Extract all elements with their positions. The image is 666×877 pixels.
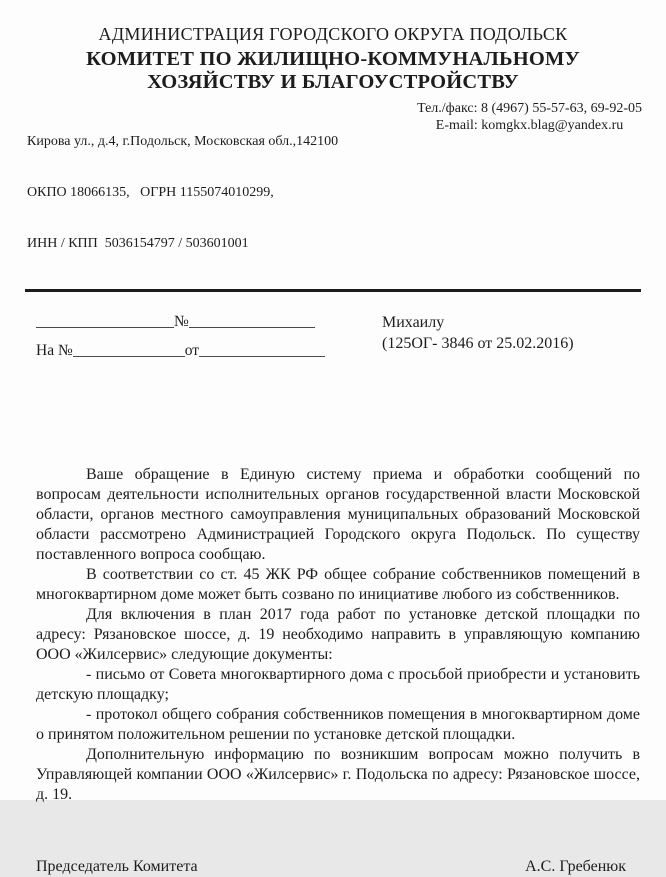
- incoming-reference: (125ОГ- 3846 от 25.02.2016): [382, 335, 574, 352]
- paragraph-5-list-item: - протокол общего собрания собственников помещения в многоквартирном доме о принятом положительном решении по установке детской площадки.: [36, 706, 640, 743]
- incoming-number-row: [36, 341, 348, 361]
- committee-name-line1: КОМИТЕТ ПО ЖИЛИЩНО-КОММУНАЛЬНОМУ: [86, 48, 580, 70]
- committee-name: [0, 48, 666, 94]
- email-line: E-mail: komgkx.blag@yandex.ru: [435, 118, 624, 133]
- incoming-number-blank-line: [73, 343, 185, 357]
- number-sign: №: [174, 313, 189, 330]
- reference-block: [0, 292, 666, 361]
- paragraph-2: В соответствии со ст. 45 ЖК РФ общее собрание собственников помещений в многоквартирном доме может быть созвано по инициативе любого из собственников.: [36, 566, 640, 603]
- administration-name: АДМИНИСТРАЦИЯ ГОРОДСКОГО ОКРУГА ПОДОЛЬСК: [98, 24, 568, 44]
- address-line: Кирова ул., д.4, г.Подольск, Московская обл.,142100: [27, 134, 339, 149]
- outgoing-number-row: [36, 312, 348, 332]
- requisites: [0, 94, 666, 286]
- recipient-block: [348, 312, 574, 354]
- paragraph-1: Ваше обращение в Единую систему приема и обработки сообщений по вопросам деятельности исполнительных органов государственной власти Московской области, органов местного самоуправления муниципальных образований Московской области рассмотрено Администрацией Городского округа Подольск. По существу поставленного вопроса сообщаю.: [36, 466, 640, 563]
- committee-name-line2: ХОЗЯЙСТВУ И БЛАГОУСТРОЙСТВУ: [147, 71, 519, 93]
- signature-block: [0, 805, 666, 877]
- address-block: [27, 99, 338, 286]
- paragraph-3: Для включения в план 2017 года работ по установке детской площадки по адресу: Рязановское шоссе, д. 19 необходимо направить в управляющую компанию ООО «Жилсервис» следующие документы:: [36, 606, 640, 663]
- okpo-ogrn-line: ОКПО 18066135, ОГРН 1155074010299,: [27, 185, 274, 200]
- incoming-date-blank-line: [199, 343, 325, 357]
- contact-block: [417, 99, 642, 286]
- letterhead: [0, 0, 666, 286]
- paragraph-6: Дополнительную информацию по возникшим вопросам можно получить в Управляющей компании ООО «Жилсервис» г. Подольска по адресу: Рязановское шоссе, д. 19.: [36, 746, 640, 803]
- letter-body: [0, 361, 666, 805]
- inn-kpp-line: ИНН / КПП 5036154797 / 503601001: [27, 236, 249, 251]
- ot-label: от: [184, 342, 200, 359]
- phone-line: Тел./факс: 8 (4967) 55-57-63, 69-92-05: [417, 101, 642, 116]
- na-number-label: На №: [36, 342, 73, 359]
- reference-fields: [36, 312, 348, 361]
- outgoing-number-blank-line: [189, 314, 315, 328]
- signer-title: Председатель Комитета: [36, 858, 198, 875]
- outgoing-date-blank-line: [36, 314, 174, 328]
- signer-name: А.С. Гребенюк: [525, 858, 626, 875]
- paragraph-4-list-item: - письмо от Совета многоквартирного дома с просьбой приобрести и установить детскую площадку;: [36, 666, 640, 703]
- recipient-name: Михаилу: [382, 314, 445, 331]
